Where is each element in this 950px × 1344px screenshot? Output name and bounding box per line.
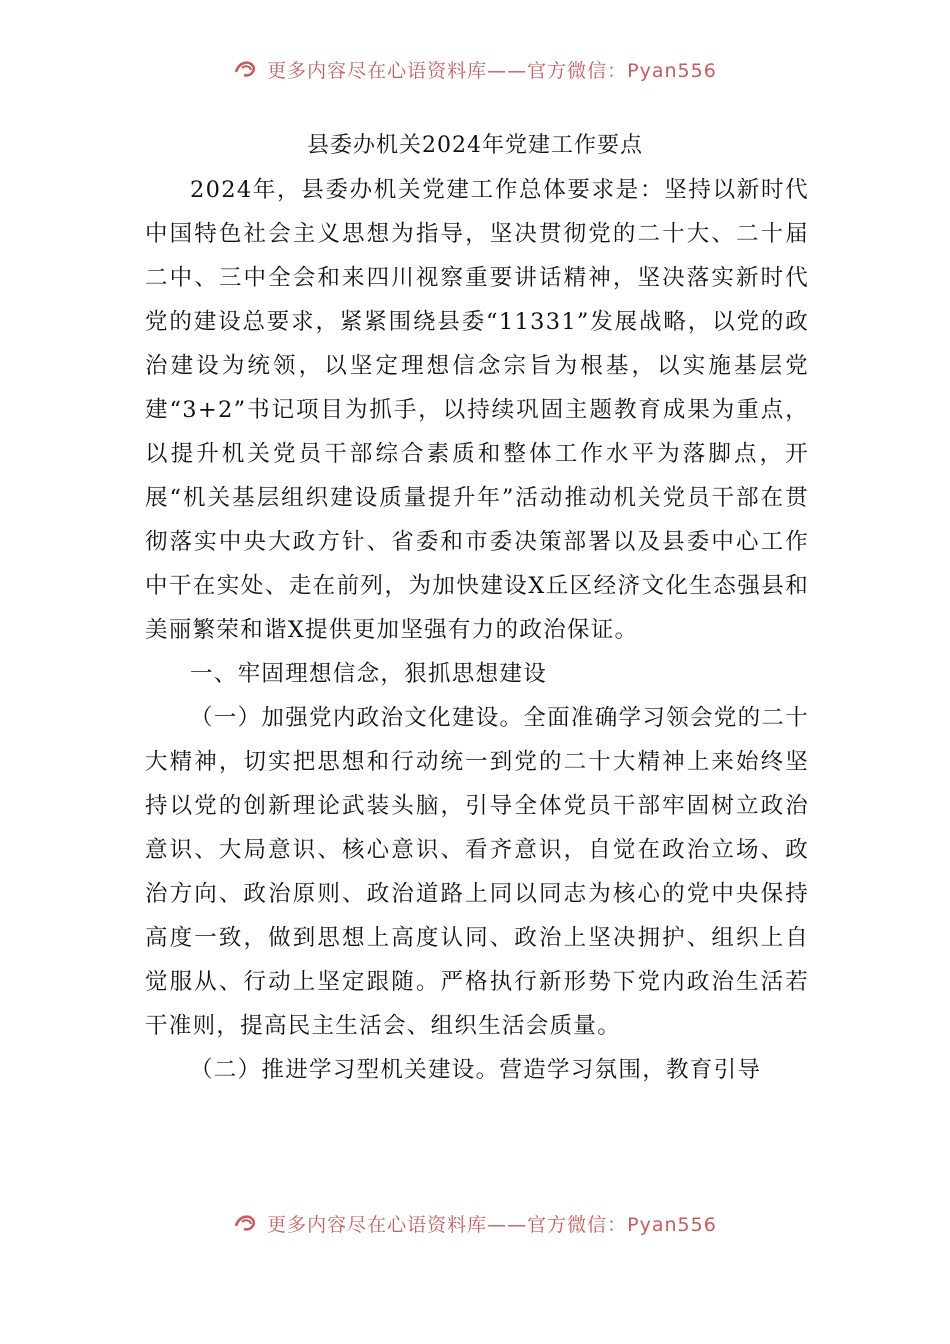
subsection-paragraph: （二）推进学习型机关建设。营造学习氛围，教育引导	[190, 1057, 762, 1083]
section-heading: 一、牢固理想信念，狠抓思想建设	[190, 661, 548, 687]
document-body	[145, 168, 809, 1092]
document-title: 县委办机关2024年党建工作要点	[307, 133, 643, 158]
watermark-banner-top	[0, 54, 950, 84]
watermark-text: 更多内容尽在心语资料库——官方微信：Pyan556	[267, 59, 717, 82]
watermark-banner-bottom	[0, 1208, 950, 1238]
logo-icon	[233, 1212, 259, 1234]
intro-paragraph: 2024年，县委办机关党建工作总体要求是：坚持以新时代中国特色社会主义思想为指导，坚决贯彻党的二十大、二十届二中、三中全会和来四川视察重要讲话精神，坚决落实新时代党的建设总要求，紧紧围绕县委“11331”发展战略，以党的政治建设为统领，以坚定理想信念宗旨为根基，以实施基层党建“3+2”书记项目为抓手，以持续巩固主题教育成果为重点，以提升机关党员干部综合素质和整体工作水平为落脚点，开展“机关基层组织建设质量提升年”活动推动机关党员干部在贯彻落实中央大政方针、省委和市委决策部署以及县委中心工作中干在实处、走在前列，为加快建设X丘区经济文化生态强县和美丽繁荣和谐X提供更加坚强有力的政治保证。	[145, 177, 809, 643]
subsection-paragraph: （一）加强党内政治文化建设。全面准确学习领会党的二十大精神，切实把思想和行动统一到党的二十大精神上来始终坚持以党的创新理论武装头脑，引导全体党员干部牢固树立政治意识、大局意识、核心意识、看齐意识，自觉在政治立场、政治方向、政治原则、政治道路上同以同志为核心的党中央保持高度一致，做到思想上高度认同、政治上坚决拥护、组织上自觉服从、行动上坚定跟随。严格执行新形势下党内政治生活若干准则，提高民主生活会、组织生活会质量。	[145, 705, 809, 1039]
watermark-text: 更多内容尽在心语资料库——官方微信：Pyan556	[267, 1213, 717, 1236]
logo-icon	[233, 58, 259, 80]
